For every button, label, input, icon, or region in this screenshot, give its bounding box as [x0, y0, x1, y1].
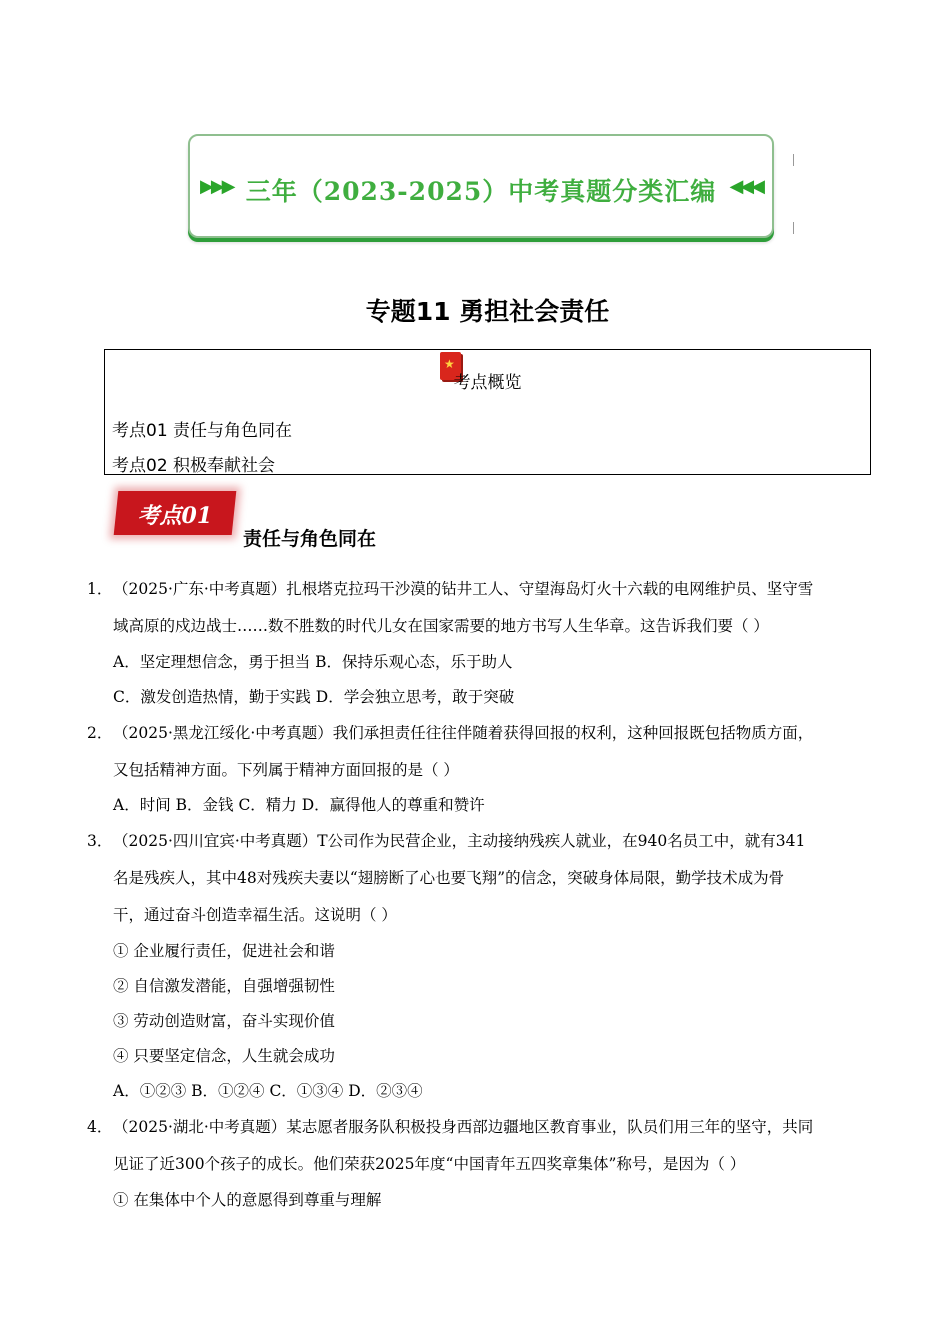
statement-item: ① 在集体中个人的意愿得到尊重与理解 — [113, 1191, 382, 1209]
title-banner — [188, 134, 774, 238]
overview-item: 考点01 责任与角色同在 — [112, 421, 293, 441]
question-text: 域高原的戍边战士……数不胜数的时代儿女在国家需要的地方书写人生华章。这告诉我们要（ ） — [113, 617, 769, 635]
arrow-right-icon: ▶▶▶ — [200, 176, 233, 197]
margin-mark — [793, 222, 794, 234]
question-text: （2025·黑龙江绥化·中考真题）我们承担责任往往伴随着获得回报的权利，这种回报既包括物质方面， — [113, 724, 814, 742]
statement-item: ③ 劳动创造财富，奋斗实现价值 — [113, 1012, 335, 1030]
arrow-left-icon: ◀◀◀ — [729, 176, 762, 197]
page-title: 专题11 勇担社会责任 — [365, 297, 610, 326]
section-badge — [114, 491, 237, 535]
question-text: （2025·广东·中考真题）扎根塔克拉玛干沙漠的钻井工人、守望海岛灯火十六载的电网维护员、坚守雪 — [113, 580, 814, 598]
answer-options: A．①②③ B．①②④ C．①③④ D．②③④ — [113, 1082, 423, 1100]
statement-item: ② 自信激发潜能，自强增强韧性 — [113, 977, 335, 995]
question-text: （2025·湖北·中考真题）某志愿者服务队积极投身西部边疆地区教育事业，队员们用三年的坚守，共同 — [113, 1118, 814, 1136]
question-number: 3． — [87, 832, 113, 850]
banner-title: 三年（2023-2025）中考真题分类汇编 — [245, 177, 717, 206]
question-text: 名是残疾人，其中48对残疾夫妻以“翅膀断了心也要飞翔”的信念，突破身体局限，勤学技术成为骨 — [113, 869, 785, 887]
question-number: 2． — [87, 724, 113, 742]
overview-box — [104, 349, 871, 475]
overview-heading: 考点概览 — [453, 373, 522, 393]
section-badge-label: 考点01 — [137, 503, 213, 529]
question-number: 4． — [87, 1118, 113, 1136]
margin-mark — [793, 154, 794, 166]
question-text: 干，通过奋斗创造幸福生活。这说明（ ） — [113, 906, 397, 924]
answer-options: A．坚定理想信念，勇于担当 B．保持乐观心态，乐于助人 — [113, 653, 513, 671]
statement-item: ④ 只要坚定信念，人生就会成功 — [113, 1047, 335, 1065]
answer-options: A．时间 B．金钱 C．精力 D．赢得他人的尊重和赞许 — [113, 796, 485, 814]
statement-item: ① 企业履行责任，促进社会和谐 — [113, 942, 335, 960]
question-text: （2025·四川宜宾·中考真题）T公司作为民营企业，主动接纳残疾人就业，在940名员工中，就有341 — [113, 832, 806, 850]
answer-options: C．激发创造热情，勤于实践 D．学会独立思考，敢于突破 — [113, 688, 515, 706]
question-number: 1． — [87, 580, 113, 598]
section-title: 责任与角色同在 — [243, 528, 377, 550]
overview-item: 考点02 积极奉献社会 — [112, 456, 276, 476]
question-text: 又包括精神方面。下列属于精神方面回报的是（ ） — [113, 761, 459, 779]
question-text: 见证了近300个孩子的成长。他们荣获2025年度“中国青年五四奖章集体”称号，是因为（ ） — [113, 1155, 746, 1173]
